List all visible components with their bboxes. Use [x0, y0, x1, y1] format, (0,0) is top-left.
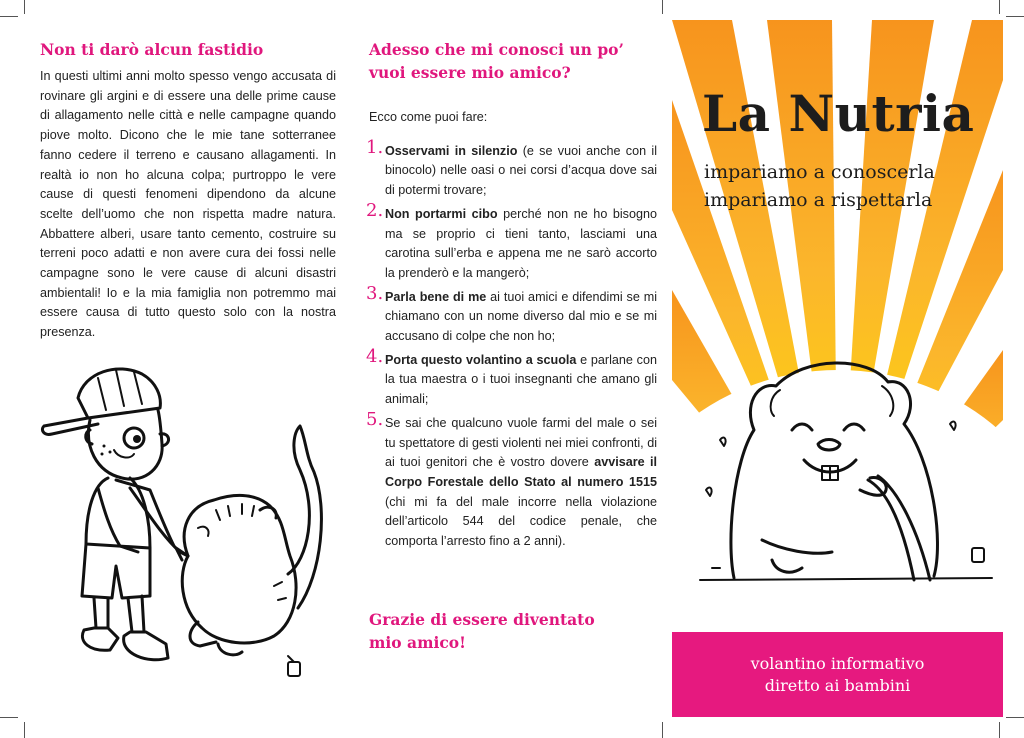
nutria-icon	[176, 426, 321, 676]
cover-title: La Nutria	[702, 84, 975, 143]
step-bold: Porta questo volantino a scuola	[385, 352, 577, 367]
crop-mark	[1006, 16, 1024, 17]
left-paragraph: In questi ultimi anni molto spesso vengo accusata di rovinare gli argini e di essere una delle prime cause di allagamento nelle città e nelle campagne quando piove molto. Dicono che le mie tane sotterranee fanno cedere il terreno e causano allagamenti. In realtà io non ho alcuna colpa; purtroppo le vere cause di questi fenomeni dipendono da alcune scelte dell’uomo che non rispetta madre natura. Abbattere alberi, usare tanto cemento, costruire su terreni poco adatti e non avere cura dei fossi nelle campagne sono le vere cause di alcuni disastri ambientali! Io e la mia famiglia non potremmo mai essere causa di tutto questo solo con la nostra presenza.	[40, 69, 336, 340]
cover-subtitle	[704, 158, 935, 214]
step-bold: Non portarmi cibo	[385, 206, 498, 221]
crop-mark	[1006, 717, 1024, 718]
thanks-heading	[369, 608, 649, 654]
crop-mark	[24, 0, 25, 14]
cover-panel	[672, 20, 1003, 717]
step-bold: Osservami in silenzio	[385, 143, 518, 158]
step-number: 4.	[366, 345, 384, 367]
fold-mark	[662, 0, 663, 14]
step-text: (e se vuoi anche con il binocolo) nelle oasi o nei corsi d’acqua dove sai di potermi trovare;	[385, 143, 657, 198]
crop-mark	[999, 722, 1000, 738]
cover-band	[672, 632, 1003, 717]
step-bold: avvisare il Corpo Forestale dello Stato al numero 1515	[385, 455, 658, 489]
cover-subtitle-line1: impariamo a conoscerla	[704, 161, 935, 183]
step-text: e parlane con la tua maestra o i tuoi insegnanti che amano gli animali;	[385, 352, 657, 407]
band-line1: volantino informativo	[750, 653, 925, 673]
middle-heading	[369, 38, 657, 84]
fold-mark	[662, 722, 663, 738]
step-text-before: Se sai che qualcuno vuole farmi del male o sei tu spettatore di gesti violenti nei miei confronti, di ai tuoi genitori che è vostro dovere	[385, 415, 657, 470]
steps-list	[366, 136, 658, 552]
step-text: (chi mi fa del male incorre nella violazione dell’articolo 544 del codice penale, che comporta l’arresto fino a 2 anni).	[385, 494, 657, 549]
list-item	[366, 282, 658, 347]
crop-mark	[24, 722, 25, 738]
intro-text: Ecco come puoi fare:	[369, 110, 488, 124]
left-heading: Non ti darò alcun fastidio	[40, 40, 264, 59]
step-text: perché non ne ho bisogno ma se proprio ci tieni tanto, lasciami una carotina sull’erba e appena me ne sarò accorto la prenderò e la mangerò;	[385, 206, 657, 280]
middle-heading-line2: vuoi essere mio amico?	[369, 63, 571, 82]
list-item	[366, 199, 657, 284]
step-number: 1.	[366, 136, 384, 158]
middle-heading-line1: Adesso che mi conosci un po’	[369, 40, 624, 59]
cover-subtitle-line2: impariamo a rispettarla	[704, 189, 933, 211]
band-line2: diretto ai bambini	[764, 675, 911, 695]
crop-mark	[0, 16, 18, 17]
thanks-line1: Grazie di essere diventato	[369, 610, 595, 629]
left-panel	[40, 38, 336, 343]
step-text: ai tuoi amici e difendimi se mi chiamano con un nome diverso dal mio e se mi accusano di colpe che non ho;	[385, 289, 658, 344]
crop-mark	[0, 717, 18, 718]
list-item	[366, 345, 657, 410]
step-number: 2.	[366, 199, 384, 221]
boy-with-cap-icon	[42, 369, 188, 660]
list-item	[366, 136, 657, 201]
list-item	[366, 408, 658, 552]
step-bold: Parla bene di me	[385, 289, 487, 304]
step-number: 5.	[366, 408, 384, 430]
thanks-line2: mio amico!	[369, 633, 466, 652]
crop-mark	[999, 0, 1000, 14]
boy-with-cap-illustration	[38, 360, 328, 682]
middle-panel	[366, 38, 658, 556]
step-number: 3.	[366, 282, 384, 304]
